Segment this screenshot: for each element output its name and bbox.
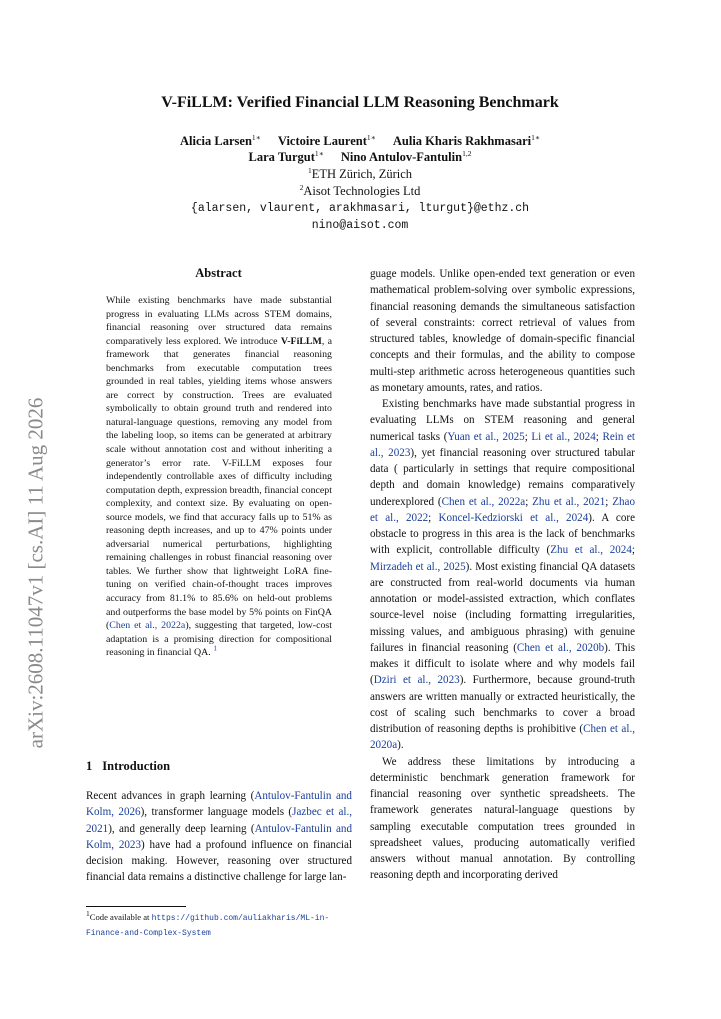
body-paragraph: Existing benchmarks have made substantial progress in evaluating LLMs on STEM reasoning and general numerical tasks (Yuan et al., 2025; Li et al., 2024; Rein et al., 2023), yet financial reasoning over structured tabular data ( particularly in settings that require compositional depth and domain knowledge) remains comparatively underexplored (Chen et al., 2022a; Zhu et al., 2021; Zhao et al., 2022; Koncel-Kedziorski et al., 2024). A core obstacle to progress in this area is the lack of benchmarks with explicit, controllable difficulty (Zhu et al., 2024; Mirzadeh et al., 2025). Most existing financial QA datasets are constructed from real-world documents via human annotation or model-assisted extraction, which conflates source-level noise (including formatting irregularities, missing values, and ambiguous phrasing) with genuine failures in financial reasoning (Chen et al., 2020b). This makes it difficult to isolate where and why models fail (Dziri et al., 2023). Furthermore, because ground-truth answers are written manually or extracted heuristically, the cost of scaling such benchmarks to cover a broad distribution of reasoning depths is prohibitive (Chen et al., 2020a). [370,398,636,752]
citation-link[interactable]: Mirzadeh et al., 2025 [370,560,466,573]
footnote-divider [86,906,186,907]
abstract-text: While existing benchmarks have made substantial progress in evaluating LLMs across STEM domains, financial reasoning over structured data remains comparatively less explored. We introduce V-FiLLM, a framework that generates financial reasoning benchmarks from executable computation trees grounded in real tables, yielding items whose answers are correct by construction. Trees are evaluated symbolically to obtain ground truth and rendered into natural-language questions, removing any model from the labeling loop, so items can be generated at arbitrary scale without annotation cost and without inheriting a generator’s error rate. V-FiLLM exposes four independently controllable axes of difficulty including computation depth, expression breadth, financial concept complexity, and context size. By evaluating on open-source models, we find that accuracy falls up to 51% as reasoning depth increases, and up to 47% points under adversarial numerical perturbations, highlighting remaining challenges in robust financial reasoning over tables. We further show that lightweight LoRA fine-tuning on verified chain-of-thought traces improves accuracy from 81.1% to 85.6% on held-out problems and outperforms the base model by 5% points on FinQA (Chen et al., 2022a), suggesting that targeted, low-cost adaptation is a promising direction for compositional reasoning in financial QA. $^1$ [106,295,333,659]
citation-link[interactable]: Zhao et al., 2022 [370,495,635,524]
affiliation: $^1$ETH Zürich, Zürich [307,165,413,181]
author-name: Alicia Larsen$^{1∗}$ [180,132,261,148]
paper-title: V-FiLLM: Verified Financial LLM Reasoning Benchmark [161,94,559,111]
author-name: Lara Turgut$^{1∗}$ [248,148,324,164]
abstract-heading: Abstract [195,266,242,280]
section-heading-introduction: 1 Introduction [86,759,171,773]
citation-link[interactable]: Zhu et al., 2024 [550,544,632,557]
citation-link[interactable]: Jazbec et al., 2021 [86,806,352,835]
body-paragraph: guage models. Unlike open-ended text generation or even mathematical problem-solving over symbolic expressions, financial reasoning demands the simultaneous satisfaction of several constraints: correct retrieval of values from structured tables, knowledge of domain-specific financial concepts and their formulas, and the ability to compose multi-step arithmetic across heterogeneous quantities such as monetary amounts, rates, and ratios. [370,268,635,394]
citation-link[interactable]: Koncel-Kedziorski et al., 2024 [438,511,589,524]
citation-link[interactable]: Rein et al., 2023 [370,430,635,459]
citation-link[interactable]: Dziri et al., 2023 [373,674,460,687]
citation-link[interactable]: Chen et al., 2022a [441,495,526,508]
citation-link[interactable]: Yuan et al., 2025 [447,430,525,443]
citation-link[interactable]: Chen et al., 2020b [516,641,605,654]
author-name: Aulia Kharis Rakhmasari$^{1∗}$ [392,132,540,148]
email-address: {alarsen, vlaurent, arakhmasari, lturgut}@ethz.ch [190,202,530,215]
code-repository-link[interactable]: https://github.com/auliakharis/ML-in-Finance-and-Complex-System [86,914,330,938]
citation-link[interactable]: Chen et al., 2020a [370,723,635,752]
citation-link[interactable]: Antulov-Fantulin and Kolm, 2023 [86,822,352,851]
arxiv-stamp-text: arXiv:2608.11047v1 [cs.AI] 11 Aug 2026 [23,397,48,749]
author-line-1 [90,133,630,149]
citation-link[interactable]: Li et al., 2024 [531,430,596,443]
introduction-paragraph: Recent advances in graph learning (Antulov-Fantulin and Kolm, 2026), transformer language models (Jazbec et al., 2021), and generally deep learning (Antulov-Fantulin and Kolm, 2023) have had a profound influence on financial decision making. However, reasoning over structured financial data remains a distinctive challenge for large lan- [86,790,352,884]
affiliation: $^2$Aisot Technologies Ltd [299,182,421,198]
framework-name: V-FiLLM [280,335,322,347]
author-name: Nino Antulov-Fantulin$^{1,2}$ [340,148,472,164]
footnote-marker[interactable]: 1 [213,643,217,653]
author-name: Victoire Laurent$^{1∗}$ [277,132,376,148]
citation-link[interactable]: Zhu et al., 2021 [532,495,606,508]
author-line-2 [90,149,630,165]
citation-link[interactable]: Chen et al., 2022a [109,620,186,632]
arxiv-stamp [14,378,58,768]
body-paragraph: We address these limitations by introducing a deterministic benchmark generation framework for financial reasoning over synthetic spreadsheets. The framework generates natural-language questions by sampling executable computation trees grounded in spreadsheet values, producing automatically verified answers without manual annotation. By controlling reasoning depth and incorporating derived [370,755,635,882]
citation-link[interactable]: Antulov-Fantulin and Kolm, 2026 [86,790,352,819]
footnote: $^1$Code available at https://github.com/auliakharis/ML-in-Finance-and-Complex-System [86,909,330,938]
email-address: nino@aisot.com [311,219,409,232]
right-column [370,266,635,884]
